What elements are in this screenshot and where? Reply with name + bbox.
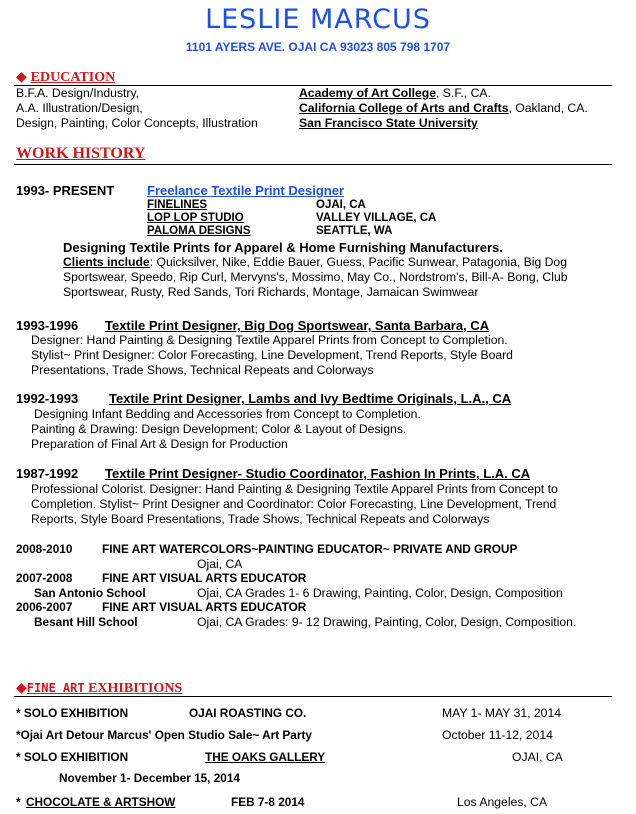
- freelance-title: Freelance Textile Print Designer: [147, 183, 344, 198]
- freelance-summary: Designing Textile Prints for Apparel & Home Furnishing Manufacturers.: [63, 240, 503, 255]
- exhibition-bullet: *: [16, 795, 21, 809]
- work-history-heading: WORK HISTORY: [16, 145, 146, 162]
- studio-name: LOP LOP STUDIO: [147, 212, 244, 224]
- studio-place: SEATTLE, WA: [316, 225, 393, 237]
- exhibition-venue: OJAI ROASTING CO.: [189, 706, 307, 720]
- job-years: 1993-1996: [16, 318, 79, 333]
- exhibition-type: *Ojai Art Detour Marcus' Open Studio Sale~ Art Party: [16, 728, 312, 742]
- exhibition-type: * SOLO EXHIBITION: [16, 706, 129, 720]
- section-divider: [14, 696, 612, 697]
- section-divider: [14, 164, 612, 165]
- teaching-detail: Ojai, CA: [197, 557, 243, 571]
- job-line: Painting & Drawing: Design Development; Color & Layout of Designs.: [31, 422, 407, 436]
- school-3: San Francisco State University: [299, 116, 478, 130]
- education-heading-text: EDUCATION: [30, 70, 116, 85]
- job-line: Professional Colorist. Designer: Hand Painting & Designing Textile Apparel Prints from Concept to: [31, 482, 558, 496]
- exhibitions-heading-a: FINE ART: [26, 681, 85, 695]
- teaching-school: San Antonio School: [34, 586, 146, 600]
- teaching-detail: Ojai, CA Grades 1- 6 Drawing, Painting, Color, Design, Composition: [197, 586, 563, 600]
- job-years: 1987-1992: [16, 466, 79, 481]
- teaching-years: 2006-2007: [16, 600, 73, 614]
- job-years: 1992-1993: [16, 391, 79, 406]
- degree-2: A.A. Illustration/Design,: [16, 101, 143, 115]
- exhibition-date: October 11-12, 2014: [442, 728, 553, 742]
- exhibition-date: MAY 1- MAY 31, 2014: [442, 706, 562, 720]
- resume-name: LESLIE MARCUS: [205, 4, 431, 35]
- studio-name: FINELINES: [147, 199, 208, 211]
- degree-3: Design, Painting, Color Concepts, Illustration: [16, 116, 258, 130]
- clients-list: Clients include: Quicksilver, Nike, Eddie Bauer, Guess, Pacific Sunwear, Patagonia, Big Dog Sportswear, Speedo, Rip Curl, Mervyns's, Mossimo, May Co., Nordstrom's, Bill-A- Bong, Club Sportswear, Rusty, Red Sands, Tori Richards, Montage, Jamaican Swimwear: [63, 255, 568, 299]
- job-line: Reports, Style Board Presentations, Trade Shows, Technical Repeats and Colorways: [31, 512, 490, 526]
- diamond-bullet-icon: ◆: [16, 679, 27, 695]
- job-title: Textile Print Designer, Big Dog Sportswear, Santa Barbara, CA: [105, 318, 490, 333]
- exhibitions-heading-b: EXHIBITIONS: [84, 681, 183, 696]
- school-1: Academy of Art College, S.F., CA.: [299, 86, 491, 100]
- exhibition-location: Los Angeles, CA: [457, 795, 548, 809]
- exhibition-date: FEB 7-8 2014: [231, 795, 305, 809]
- job-line: Designer: Hand Painting & Designing Textile Apparel Prints from Concept to Completion.: [31, 333, 508, 347]
- exhibition-type: * SOLO EXHIBITION: [16, 750, 129, 764]
- diamond-bullet-icon: ◆: [16, 68, 27, 84]
- freelance-years: 1993- PRESENT: [16, 183, 115, 198]
- school-2: California College of Arts and Crafts, Oakland, CA.: [299, 101, 588, 115]
- teaching-years: 2008-2010: [16, 542, 73, 556]
- job-line: Completion. Stylist~ Print Designer and Coordinator: Color Forecasting, Line Development, Trend: [31, 497, 557, 511]
- exhibition-dates: November 1- December 15, 2014: [59, 771, 240, 785]
- contact-address: 1101 AYERS AVE. OJAI CA 93023 805 798 1707: [185, 40, 451, 54]
- teaching-school: Besant Hill School: [34, 615, 138, 629]
- exhibition-date: OJAI, CA: [512, 750, 563, 764]
- teaching-title: FINE ART VISUAL ARTS EDUCATOR: [102, 571, 307, 585]
- job-line: Designing Infant Bedding and Accessories from Concept to Completion.: [34, 407, 421, 421]
- job-line: Stylist~ Print Designer: Color Forecasting, Line Development, Trend Reports, Style Board: [31, 348, 513, 362]
- exhibitions-heading: [16, 679, 182, 697]
- education-heading: [16, 68, 115, 86]
- job-title: Textile Print Designer- Studio Coordinator, Fashion In Prints, L.A. CA: [105, 466, 531, 481]
- studio-name: PALOMA DESIGNS: [147, 225, 251, 237]
- exhibition-venue: THE OAKS GALLERY: [205, 750, 326, 764]
- degree-1: B.F.A. Design/Industry,: [16, 86, 140, 100]
- job-line: Preparation of Final Art & Design for Production: [31, 437, 288, 451]
- exhibition-venue: CHOCOLATE & ARTSHOW: [26, 795, 176, 809]
- teaching-title: FINE ART VISUAL ARTS EDUCATOR: [102, 600, 307, 614]
- studio-place: OJAI, CA: [316, 199, 366, 211]
- teaching-detail: Ojai, CA Grades: 9- 12 Drawing, Painting, Color, Design, Composition.: [197, 615, 577, 629]
- job-line: Presentations, Trade Shows, Technical Repeats and Colorways: [31, 363, 374, 377]
- teaching-years: 2007-2008: [16, 571, 73, 585]
- teaching-title: FINE ART WATERCOLORS~PAINTING EDUCATOR~ PRIVATE AND GROUP: [102, 542, 518, 556]
- job-title: Textile Print Designer, Lambs and Ivy Bedtime Originals, L.A., CA: [109, 391, 512, 406]
- studio-place: VALLEY VILLAGE, CA: [316, 212, 437, 224]
